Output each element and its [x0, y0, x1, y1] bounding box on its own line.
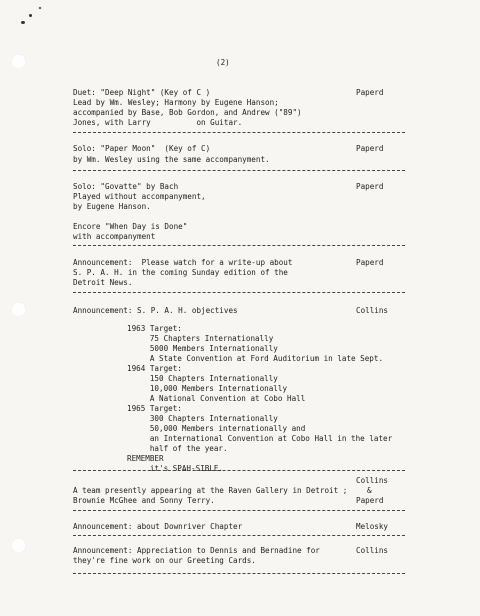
divider — [73, 573, 405, 574]
presenter-name: Paperd — [356, 182, 384, 191]
program-line: Solo: "Paper Moon" (Key of C) — [73, 144, 211, 153]
presenter-name: Collins — [356, 546, 389, 555]
program-line: Solo: "Govatte" by Bach — [73, 182, 179, 191]
punch-hole — [11, 538, 26, 553]
divider — [73, 245, 405, 246]
objective-line: A National Convention at Cobo Hall — [127, 394, 306, 403]
ink-speck — [39, 7, 41, 9]
objective-line: 5000 Members Internationally — [127, 344, 278, 353]
program-line: accompanied by Base, Bob Gordon, and Andrew ("89") — [73, 108, 302, 117]
objective-line: 50,000 Members internationally and — [127, 424, 306, 433]
objective-line: 1965 Target: — [127, 404, 182, 413]
presenter-name: Collins — [356, 306, 389, 315]
program-line: by Wm. Wesley using the same accompanyment. — [73, 155, 270, 164]
ink-speck — [21, 21, 25, 24]
program-line: Announcement: about Downriver Chapter — [73, 522, 243, 531]
program-line: Encore "When Day is Done" — [73, 222, 188, 231]
objective-line: 1963 Target: — [127, 324, 182, 333]
objective-line: REMEMBER — [127, 454, 164, 463]
objective-line: it's SPAH-SIBLE. — [127, 464, 224, 473]
punch-hole — [11, 302, 26, 317]
program-line: Duet: "Deep Night" (Key of C ) — [73, 88, 211, 97]
program-line: S. P. A. H. in the coming Sunday edition of the — [73, 268, 288, 277]
divider — [73, 170, 405, 171]
presenter-name: Paperd — [356, 496, 384, 505]
presenter-name: Paperd — [356, 144, 384, 153]
objective-line: 300 Chapters Internationally — [127, 414, 278, 423]
program-line: Lead by Wm. Wesley; Harmony by Eugene Hanson; — [73, 98, 279, 107]
presenter-name: & — [367, 486, 372, 495]
program-line: Jones, with Larry on Guitar. — [73, 118, 243, 127]
program-line: they're fine work on our Greeting Cards. — [73, 556, 256, 565]
divider — [73, 292, 405, 293]
program-line: Brownie McGhee and Sonny Terry. — [73, 496, 215, 505]
program-line: Announcement: Appreciation to Dennis and Bernadine for — [73, 546, 320, 555]
program-line: Detroit News. — [73, 278, 133, 287]
objective-line: A State Convention at Ford Auditorium in late Sept. — [127, 354, 384, 363]
divider — [73, 535, 405, 536]
objective-line: half of the year. — [127, 444, 228, 453]
divider — [73, 510, 405, 511]
program-line: by Eugene Hanson. — [73, 202, 151, 211]
program-line: Played without accompanyment, — [73, 192, 206, 201]
objective-line: 1964 Target: — [127, 364, 182, 373]
objective-line: 10,000 Members Internationally — [127, 384, 288, 393]
presenter-name: Paperd — [356, 88, 384, 97]
punch-hole — [11, 54, 26, 69]
presenter-name: Paperd — [356, 258, 384, 267]
ink-speck — [29, 14, 32, 17]
page-number: (2) — [216, 58, 230, 67]
program-line: Announcement: Please watch for a write-up about — [73, 258, 293, 267]
divider — [73, 470, 405, 471]
program-line: A team presently appearing at the Raven Gallery in Detroit ; — [73, 486, 348, 495]
objective-line: an International Convention at Cobo Hall in the later — [127, 434, 393, 443]
divider — [73, 132, 405, 133]
program-line: with accompanyment — [73, 232, 156, 241]
program-line: Announcement: S. P. A. H. objectives — [73, 306, 238, 315]
objective-line: 75 Chapters Internationally — [127, 334, 274, 343]
presenter-name: Collins — [356, 476, 389, 485]
presenter-name: Melosky — [356, 522, 389, 531]
objective-line: 150 Chapters Internationally — [127, 374, 278, 383]
